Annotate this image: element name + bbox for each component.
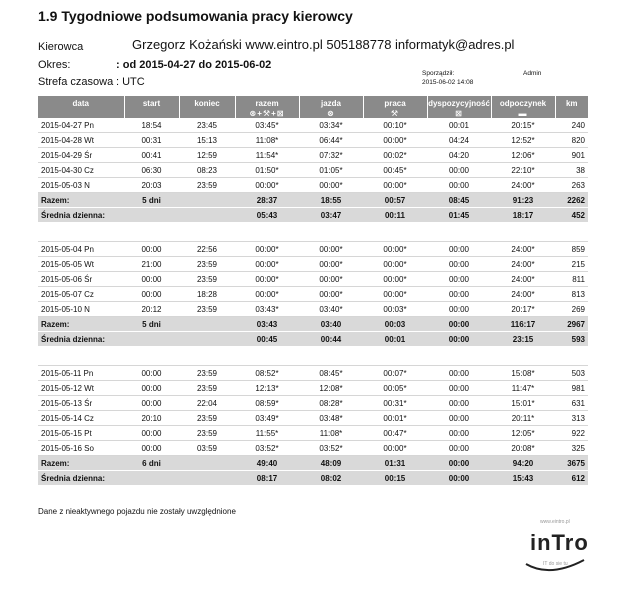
week-average-row <box>38 208 588 223</box>
empty-cell <box>235 347 299 366</box>
average-value: 00:45 <box>235 332 299 347</box>
table-cell: 901 <box>555 148 588 163</box>
average-value: 593 <box>555 332 588 347</box>
table-cell: 06:44* <box>299 133 363 148</box>
column-header-4 <box>299 96 363 118</box>
empty-cell <box>179 223 235 242</box>
table-cell: 2015-05-14 Cz <box>38 411 124 426</box>
table-cell: 12:13* <box>235 381 299 396</box>
table-cell: 00:02* <box>363 148 427 163</box>
total-value: 08:45 <box>427 193 491 208</box>
table-cell: 00:01 <box>427 118 491 133</box>
total-days: 5 dni <box>124 317 179 332</box>
table-cell: 24:00* <box>491 287 555 302</box>
empty-cell <box>124 347 179 366</box>
table-cell: 22:56 <box>179 242 235 257</box>
table-cell: 2015-05-10 N <box>38 302 124 317</box>
average-value: 23:15 <box>491 332 555 347</box>
table-cell: 2015-04-30 Cz <box>38 163 124 178</box>
table-cell: 15:13 <box>179 133 235 148</box>
table-cell: 00:00* <box>363 272 427 287</box>
intro-logo: inTro <box>530 530 589 555</box>
table-cell: 00:00* <box>363 242 427 257</box>
table-cell: 00:00 <box>124 441 179 456</box>
column-header-label: koniec <box>194 99 220 108</box>
total-label: Razem: <box>38 317 124 332</box>
table-cell: 38 <box>555 163 588 178</box>
table-cell: 08:45* <box>299 366 363 381</box>
empty-cell <box>427 223 491 242</box>
empty-cell <box>299 223 363 242</box>
table-cell: 00:10* <box>363 118 427 133</box>
table-cell: 240 <box>555 118 588 133</box>
table-cell: 981 <box>555 381 588 396</box>
average-value: 03:47 <box>299 208 363 223</box>
table-header-row <box>38 96 588 118</box>
average-value: 00:00 <box>427 332 491 347</box>
total-value: 3675 <box>555 456 588 471</box>
total-value: 18:55 <box>299 193 363 208</box>
table-cell: 03:49* <box>235 411 299 426</box>
table-cell: 20:03 <box>124 178 179 193</box>
table-row <box>38 441 588 456</box>
table-cell: 2015-05-13 Śr <box>38 396 124 411</box>
table-cell: 03:59 <box>179 441 235 456</box>
table-cell: 00:00 <box>427 287 491 302</box>
total-value: 00:03 <box>363 317 427 332</box>
logo-tagline: www.eintro.pl <box>540 519 570 525</box>
total-value: 2967 <box>555 317 588 332</box>
column-header-7 <box>491 96 555 118</box>
table-cell: 00:00* <box>299 272 363 287</box>
table-cell: 2015-05-03 N <box>38 178 124 193</box>
column-header-label: start <box>142 99 161 108</box>
table-cell: 23:59 <box>179 272 235 287</box>
table-cell: 11:55* <box>235 426 299 441</box>
table-cell: 00:00 <box>124 381 179 396</box>
table-cell: 2015-05-12 Wt <box>38 381 124 396</box>
table-cell: 00:05* <box>363 381 427 396</box>
column-header-1 <box>124 96 179 118</box>
table-cell: 23:45 <box>179 118 235 133</box>
empty-cell <box>555 223 588 242</box>
table-cell: 2015-04-27 Pn <box>38 118 124 133</box>
table-cell: 00:00 <box>124 366 179 381</box>
table-cell: 811 <box>555 272 588 287</box>
empty-cell <box>555 347 588 366</box>
column-symbol-icon: ⚒ <box>390 109 400 118</box>
empty-cell <box>427 347 491 366</box>
empty-cell <box>363 223 427 242</box>
column-symbol-icon: ⊠ <box>455 109 463 118</box>
table-cell: 12:52* <box>491 133 555 148</box>
table-cell: 18:54 <box>124 118 179 133</box>
column-symbol-icon: ⊗+⚒+⊠ <box>249 109 285 118</box>
table-cell: 325 <box>555 441 588 456</box>
table-cell: 15:08* <box>491 366 555 381</box>
column-header-label: dyspozycyjność <box>428 99 490 108</box>
column-symbol-icon: ▬ <box>518 109 528 118</box>
empty-cell <box>179 193 235 208</box>
table-cell: 08:59* <box>235 396 299 411</box>
table-cell: 215 <box>555 257 588 272</box>
footnote: Dane z nieaktywnego pojazdu nie zostały uwzględnione <box>38 507 236 516</box>
column-header-label: praca <box>384 99 406 108</box>
table-cell: 00:00* <box>235 178 299 193</box>
average-value: 05:43 <box>235 208 299 223</box>
column-header-3 <box>235 96 299 118</box>
table-cell: 11:08* <box>235 133 299 148</box>
average-value: 00:44 <box>299 332 363 347</box>
empty-cell <box>124 223 179 242</box>
column-header-0 <box>38 96 124 118</box>
table-cell: 00:00* <box>299 178 363 193</box>
empty-cell <box>38 347 124 366</box>
table-cell: 2015-05-05 Wt <box>38 257 124 272</box>
column-header-label: razem <box>255 99 279 108</box>
total-value: 94:20 <box>491 456 555 471</box>
table-cell: 03:34* <box>299 118 363 133</box>
table-cell: 08:23 <box>179 163 235 178</box>
table-cell: 313 <box>555 411 588 426</box>
column-header-label: data <box>72 99 89 108</box>
total-value: 00:57 <box>363 193 427 208</box>
weekly-summary-table <box>38 96 588 486</box>
table-cell: 00:00 <box>427 441 491 456</box>
average-value: 00:00 <box>427 471 491 486</box>
table-cell: 01:50* <box>235 163 299 178</box>
column-symbol-icon: ⊗ <box>327 109 335 118</box>
driver-value: Grzegorz Kożański www.eintro.pl 505188778 informatyk@adres.pl <box>132 37 515 52</box>
generated-label: Sporządził: <box>422 70 455 77</box>
table-cell: 00:03* <box>363 302 427 317</box>
table-row <box>38 426 588 441</box>
table-cell: 03:52* <box>235 441 299 456</box>
table-cell: 20:11* <box>491 411 555 426</box>
average-label: Średnia dzienna: <box>38 208 235 223</box>
table-cell: 11:47* <box>491 381 555 396</box>
okres-value: : od 2015-04-27 do 2015-06-02 <box>116 59 272 71</box>
table-cell: 20:15* <box>491 118 555 133</box>
table-cell: 00:00* <box>363 133 427 148</box>
table-cell: 00:00* <box>299 287 363 302</box>
table-row <box>38 396 588 411</box>
table-cell: 00:00 <box>427 302 491 317</box>
empty-cell <box>299 347 363 366</box>
table-cell: 22:10* <box>491 163 555 178</box>
empty-cell <box>491 223 555 242</box>
table-row <box>38 411 588 426</box>
total-value: 00:00 <box>427 317 491 332</box>
table-row <box>38 178 588 193</box>
table-cell: 20:12 <box>124 302 179 317</box>
table-cell: 631 <box>555 396 588 411</box>
table-cell: 23:59 <box>179 366 235 381</box>
table-cell: 03:45* <box>235 118 299 133</box>
table-cell: 00:00 <box>427 163 491 178</box>
table-cell: 00:00* <box>363 257 427 272</box>
total-value: 03:40 <box>299 317 363 332</box>
table-cell: 20:08* <box>491 441 555 456</box>
average-label: Średnia dzienna: <box>38 471 235 486</box>
table-cell: 00:00* <box>299 257 363 272</box>
table-cell: 00:41 <box>124 148 179 163</box>
column-header-5 <box>363 96 427 118</box>
average-value: 15:43 <box>491 471 555 486</box>
table-cell: 00:31* <box>363 396 427 411</box>
table-cell: 820 <box>555 133 588 148</box>
table-cell: 11:54* <box>235 148 299 163</box>
table-cell: 2015-04-28 Wt <box>38 133 124 148</box>
table-cell: 04:20 <box>427 148 491 163</box>
table-cell: 813 <box>555 287 588 302</box>
table-cell: 00:00* <box>363 178 427 193</box>
table-cell: 00:01* <box>363 411 427 426</box>
table-cell: 00:00 <box>124 242 179 257</box>
table-cell: 00:00 <box>427 396 491 411</box>
average-value: 452 <box>555 208 588 223</box>
table-cell: 00:00 <box>124 272 179 287</box>
table-cell: 00:00 <box>124 396 179 411</box>
table-cell: 23:59 <box>179 381 235 396</box>
table-cell: 04:24 <box>427 133 491 148</box>
table-cell: 08:52* <box>235 366 299 381</box>
column-header-label: jazda <box>320 99 341 108</box>
table-cell: 00:00 <box>427 366 491 381</box>
author: Admin <box>523 70 542 77</box>
table-cell: 00:00* <box>235 272 299 287</box>
table-cell: 00:00 <box>427 411 491 426</box>
average-value: 00:11 <box>363 208 427 223</box>
table-cell: 00:31 <box>124 133 179 148</box>
table-cell: 07:32* <box>299 148 363 163</box>
table-cell: 03:48* <box>299 411 363 426</box>
average-value: 00:01 <box>363 332 427 347</box>
driver-label: Kierowca <box>38 41 84 53</box>
table-cell: 00:00 <box>427 242 491 257</box>
table-cell: 15:01* <box>491 396 555 411</box>
table-row <box>38 118 588 133</box>
column-header-label: km <box>565 99 578 108</box>
table-cell: 24:00* <box>491 178 555 193</box>
empty-cell <box>235 223 299 242</box>
column-header-label: odpoczynek <box>499 99 547 108</box>
average-value: 00:15 <box>363 471 427 486</box>
table-row <box>38 381 588 396</box>
table-cell: 11:08* <box>299 426 363 441</box>
table-cell: 00:00 <box>124 426 179 441</box>
table-cell: 00:00* <box>363 441 427 456</box>
column-header-2 <box>179 96 235 118</box>
table-cell: 23:59 <box>179 411 235 426</box>
table-cell: 08:28* <box>299 396 363 411</box>
total-value: 03:43 <box>235 317 299 332</box>
table-cell: 23:59 <box>179 178 235 193</box>
table-cell: 21:00 <box>124 257 179 272</box>
table-cell: 00:00* <box>299 242 363 257</box>
week-total-row <box>38 317 588 332</box>
table-cell: 922 <box>555 426 588 441</box>
table-row <box>38 302 588 317</box>
table-row <box>38 257 588 272</box>
table-cell: 00:00* <box>235 257 299 272</box>
table-row <box>38 133 588 148</box>
empty-cell <box>179 347 235 366</box>
total-value: 01:31 <box>363 456 427 471</box>
total-days: 6 dni <box>124 456 179 471</box>
table-cell: 00:00* <box>235 287 299 302</box>
table-cell: 2015-05-15 Pt <box>38 426 124 441</box>
empty-cell <box>491 347 555 366</box>
table-cell: 00:00 <box>427 178 491 193</box>
table-cell: 22:04 <box>179 396 235 411</box>
average-value: 18:17 <box>491 208 555 223</box>
table-cell: 20:17* <box>491 302 555 317</box>
table-cell: 00:07* <box>363 366 427 381</box>
table-cell: 269 <box>555 302 588 317</box>
week-total-row <box>38 193 588 208</box>
table-row <box>38 163 588 178</box>
table-cell: 18:28 <box>179 287 235 302</box>
empty-cell <box>179 456 235 471</box>
table-cell: 23:59 <box>179 426 235 441</box>
table-cell: 01:05* <box>299 163 363 178</box>
table-cell: 00:00 <box>124 287 179 302</box>
column-header-6 <box>427 96 491 118</box>
table-cell: 00:00 <box>427 426 491 441</box>
table-cell: 12:08* <box>299 381 363 396</box>
total-value: 116:17 <box>491 317 555 332</box>
table-cell: 00:00* <box>363 287 427 302</box>
total-value: 00:00 <box>427 456 491 471</box>
total-value: 48:09 <box>299 456 363 471</box>
table-cell: 00:45* <box>363 163 427 178</box>
table-cell: 2015-05-16 So <box>38 441 124 456</box>
generated-value: 2015-06-02 14:08 <box>422 79 474 86</box>
week-separator <box>38 347 588 366</box>
average-value: 08:17 <box>235 471 299 486</box>
table-cell: 2015-05-06 Śr <box>38 272 124 287</box>
table-row <box>38 242 588 257</box>
empty-cell <box>179 317 235 332</box>
table-cell: 503 <box>555 366 588 381</box>
table-cell: 2015-05-07 Cz <box>38 287 124 302</box>
table-cell: 03:40* <box>299 302 363 317</box>
table-cell: 24:00* <box>491 257 555 272</box>
average-value: 01:45 <box>427 208 491 223</box>
table-cell: 859 <box>555 242 588 257</box>
table-row <box>38 148 588 163</box>
total-label: Razem: <box>38 456 124 471</box>
logo-subtitle: IT do sie tu <box>543 561 568 567</box>
table-row <box>38 366 588 381</box>
total-days: 5 dni <box>124 193 179 208</box>
table-cell: 24:00* <box>491 272 555 287</box>
table-cell: 00:00 <box>427 272 491 287</box>
table-cell: 00:00 <box>427 257 491 272</box>
average-value: 612 <box>555 471 588 486</box>
table-cell: 00:47* <box>363 426 427 441</box>
page-title: 1.9 Tygodniowe podsumowania pracy kierowcy <box>38 8 353 24</box>
week-average-row <box>38 332 588 347</box>
table-row <box>38 287 588 302</box>
total-value: 91:23 <box>491 193 555 208</box>
table-cell: 00:00 <box>427 381 491 396</box>
total-value: 49:40 <box>235 456 299 471</box>
column-header-8 <box>555 96 588 118</box>
table-cell: 2015-05-11 Pn <box>38 366 124 381</box>
table-cell: 03:43* <box>235 302 299 317</box>
table-cell: 03:52* <box>299 441 363 456</box>
strefa-label: Strefa czasowa <box>38 76 114 88</box>
total-value: 28:37 <box>235 193 299 208</box>
okres-label: Okres: <box>38 59 71 71</box>
total-value: 2262 <box>555 193 588 208</box>
empty-cell <box>363 347 427 366</box>
average-label: Średnia dzienna: <box>38 332 235 347</box>
table-cell: 23:59 <box>179 302 235 317</box>
total-label: Razem: <box>38 193 124 208</box>
table-cell: 2015-05-04 Pn <box>38 242 124 257</box>
table-cell: 12:05* <box>491 426 555 441</box>
table-cell: 12:06* <box>491 148 555 163</box>
table-row <box>38 272 588 287</box>
week-total-row <box>38 456 588 471</box>
table-cell: 12:59 <box>179 148 235 163</box>
table-cell: 23:59 <box>179 257 235 272</box>
table-cell: 20:10 <box>124 411 179 426</box>
week-average-row <box>38 471 588 486</box>
table-cell: 24:00* <box>491 242 555 257</box>
table-cell: 00:00* <box>235 242 299 257</box>
week-separator <box>38 223 588 242</box>
table-cell: 263 <box>555 178 588 193</box>
average-value: 08:02 <box>299 471 363 486</box>
table-cell: 2015-04-29 Śr <box>38 148 124 163</box>
table-cell: 06:30 <box>124 163 179 178</box>
strefa-value: : UTC <box>116 76 145 88</box>
empty-cell <box>38 223 124 242</box>
